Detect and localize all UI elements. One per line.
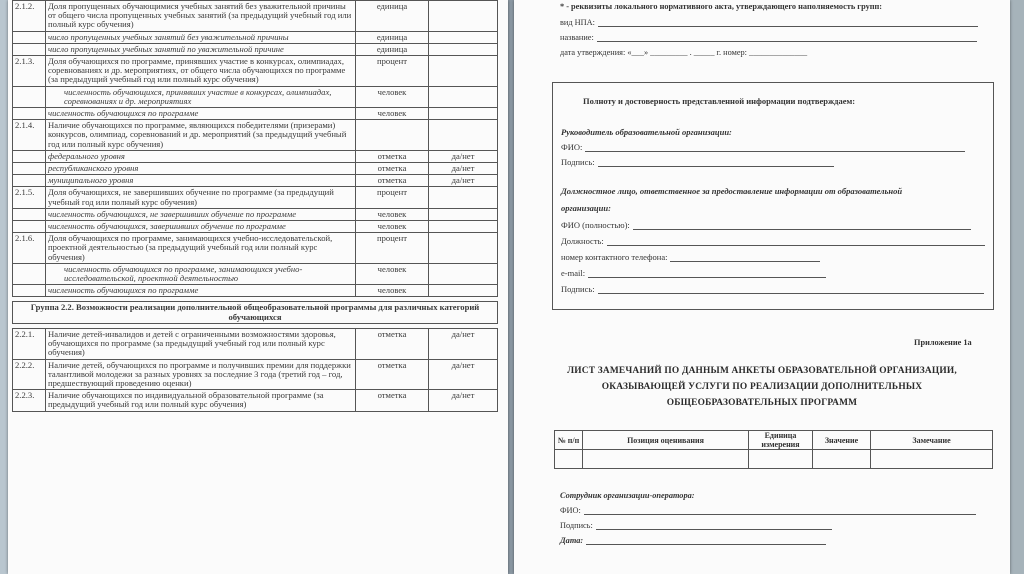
- npa-name-line: [560, 33, 977, 42]
- official-email-line: [561, 268, 826, 278]
- official-title-cont: организации:: [561, 203, 611, 213]
- criterion-subitem: число пропущенных учебных занятий без уважительной причины: [46, 31, 356, 43]
- group-2-2-title: Группа 2.2. Возможности реализации дополнительной общеобразовательной программы для различных категорий обучающихся: [13, 302, 498, 323]
- official-position-label: Должность:: [561, 236, 604, 246]
- remarks-header-row: [555, 431, 993, 450]
- criterion-unit: человек: [356, 285, 429, 297]
- confirm-title: Полноту и достоверность представленной информации подтверждаем:: [583, 96, 856, 106]
- operator-date-field[interactable]: [586, 536, 826, 545]
- criterion-number: [13, 208, 46, 220]
- remarks-empty-row[interactable]: [555, 450, 993, 469]
- sheet-title-line-2: ОКАЗЫВАЮЩЕЙ УСЛУГИ ПО РЕАЛИЗАЦИИ ДОПОЛНИТЕЛЬНЫХ: [601, 382, 923, 392]
- official-fio-line: [561, 220, 971, 230]
- operator-date-line: [560, 536, 826, 545]
- criterion-unit: человек: [356, 208, 429, 220]
- official-phone-line: [561, 252, 820, 262]
- remarks-header-position: Позиция оценивания: [583, 431, 749, 450]
- criteria-table: [12, 0, 498, 412]
- remarks-header-value: Значение: [813, 431, 871, 450]
- criterion-number: [13, 108, 46, 120]
- operator-signature-line: [560, 521, 832, 530]
- criterion-number: [13, 163, 46, 175]
- confirmation-box: [552, 82, 994, 310]
- npa-type-label: вид НПА:: [560, 18, 595, 27]
- table-row: [13, 1, 498, 32]
- operator-signature-label: Подпись:: [560, 521, 593, 530]
- criterion-number: 2.1.6.: [13, 233, 46, 264]
- head-title: Руководитель образовательной организации:: [561, 127, 732, 137]
- criterion-unit: отметка: [356, 390, 429, 411]
- criterion-text: Доля обучающихся, не завершивших обучение по программе (за предыдущий учебный год или полный курс обучения): [46, 187, 356, 208]
- criterion-value-cell[interactable]: [429, 86, 498, 107]
- criterion-unit: человек: [356, 263, 429, 284]
- criterion-value-cell[interactable]: да/нет: [429, 163, 498, 175]
- criterion-unit: отметка: [356, 175, 429, 187]
- appendix-label: Приложение 1а: [914, 338, 972, 347]
- criterion-subitem: численность обучающихся по программе, занимающихся учебно-исследовательской, проектной деятельностью: [46, 263, 356, 284]
- criterion-value-cell[interactable]: да/нет: [429, 328, 498, 359]
- criterion-text: Доля пропущенных обучающимися учебных занятий без уважительной причины от общего числа пропущенных учебных занятий (за предыдущий учебный год или полный курс обучения): [46, 1, 356, 32]
- operator-title: Сотрудник организации-оператора:: [560, 491, 695, 500]
- official-signature-field[interactable]: [598, 285, 984, 294]
- criterion-unit: процент: [356, 56, 429, 87]
- head-fio-label: ФИО:: [561, 142, 583, 152]
- criterion-subitem: численность обучающихся по программе: [46, 108, 356, 120]
- criterion-value-cell[interactable]: [429, 285, 498, 297]
- criterion-value-cell[interactable]: [429, 43, 498, 55]
- table-row: [13, 187, 498, 208]
- criterion-text: Наличие обучающихся по индивидуальной образовательной программе (за предыдущий учебный год или полный курс обучения): [46, 390, 356, 411]
- criterion-unit: человек: [356, 86, 429, 107]
- criterion-number: 2.2.3.: [13, 390, 46, 411]
- table-subrow: [13, 285, 498, 297]
- table-subrow: [13, 86, 498, 107]
- npa-type-line: [560, 18, 978, 27]
- official-email-label: e-mail:: [561, 268, 586, 278]
- official-fio-field[interactable]: [633, 221, 971, 230]
- criterion-text: Наличие детей, обучающихся по программе и получивших премии для поддержки талантливой молодежи за разных уровнях за последние 3 года (третий год – год, предшествующий проведению оценки): [46, 359, 356, 390]
- head-fio-line: [561, 142, 965, 152]
- criterion-unit: человек: [356, 221, 429, 233]
- criterion-unit: процент: [356, 187, 429, 208]
- sheet-title-line-1: ЛИСТ ЗАМЕЧАНИЙ ПО ДАННЫМ АНКЕТЫ ОБРАЗОВАТЕЛЬНОЙ ОРГАНИЗАЦИИ,: [567, 366, 957, 376]
- criterion-number: [13, 150, 46, 162]
- criterion-unit: [356, 120, 429, 151]
- criterion-subitem: число пропущенных учебных занятий по уважительной причине: [46, 43, 356, 55]
- operator-fio-label: ФИО:: [560, 506, 581, 515]
- criterion-number: 2.1.5.: [13, 187, 46, 208]
- criterion-value-cell[interactable]: да/нет: [429, 390, 498, 411]
- head-signature-label: Подпись:: [561, 157, 595, 167]
- official-email-field[interactable]: [588, 269, 826, 278]
- criterion-number: [13, 285, 46, 297]
- table-subrow: [13, 163, 498, 175]
- remarks-table: [554, 430, 993, 469]
- table-subrow: [13, 43, 498, 55]
- operator-date-label: Дата:: [560, 536, 584, 545]
- criterion-unit: единица: [356, 1, 429, 32]
- criterion-number: 2.1.3.: [13, 56, 46, 87]
- table-subrow: [13, 108, 498, 120]
- criterion-number: [13, 43, 46, 55]
- table-subrow: [13, 221, 498, 233]
- criterion-subitem: муниципального уровня: [46, 175, 356, 187]
- criterion-number: [13, 221, 46, 233]
- table-row: [13, 359, 498, 390]
- official-signature-label: Подпись:: [561, 284, 595, 294]
- official-position-field[interactable]: [607, 237, 985, 246]
- criterion-unit: отметка: [356, 150, 429, 162]
- criterion-number: 2.2.1.: [13, 328, 46, 359]
- criterion-subitem: численность обучающихся, завершивших обучение по программе: [46, 221, 356, 233]
- criterion-unit: отметка: [356, 359, 429, 390]
- criterion-number: [13, 175, 46, 187]
- official-phone-field[interactable]: [670, 253, 820, 262]
- criterion-unit: процент: [356, 233, 429, 264]
- criterion-value-cell[interactable]: [429, 1, 498, 32]
- criterion-value-cell[interactable]: [429, 208, 498, 220]
- document-page-right: [514, 0, 1010, 574]
- sheet-title-line-3: ОБЩЕОБРАЗОВАТЕЛЬНЫХ ПРОГРАММ: [666, 398, 858, 408]
- criterion-subitem: федерального уровня: [46, 150, 356, 162]
- criterion-value-cell[interactable]: [429, 56, 498, 87]
- footnote: * - реквизиты локального нормативного акта, утверждающего наполняемость групп:: [560, 2, 883, 11]
- official-phone-label: номер контактного телефона:: [561, 252, 668, 262]
- criterion-value-cell[interactable]: да/нет: [429, 175, 498, 187]
- criterion-value-cell[interactable]: да/нет: [429, 359, 498, 390]
- criterion-value-cell[interactable]: [429, 263, 498, 284]
- criterion-text: Доля обучающихся по программе, принявших участие в конкурсах, олимпиадах, соревнованиях и др. мероприятиях, от общего числа обучающихся по программе (за предыдущий учебный год или полный курс обучения): [46, 56, 356, 87]
- criterion-value-cell[interactable]: [429, 120, 498, 151]
- criterion-unit: отметка: [356, 163, 429, 175]
- criterion-number: 2.1.4.: [13, 120, 46, 151]
- criterion-subitem: республиканского уровня: [46, 163, 356, 175]
- criterion-text: Наличие обучающихся по программе, являющихся победителями (призерами) конкурсов, олимпиад, соревнований и др. мероприятий (за предыдущий учебный год или полный курс обучения): [46, 120, 356, 151]
- official-title: Должностное лицо, ответственное за предоставление информации от образовательной: [561, 186, 903, 196]
- criterion-unit: человек: [356, 108, 429, 120]
- head-signature-line: [561, 157, 834, 167]
- operator-fio-field[interactable]: [584, 506, 976, 515]
- npa-name-field[interactable]: [597, 33, 977, 42]
- official-position-line: [561, 236, 985, 246]
- criterion-subitem: численность обучающихся по программе: [46, 285, 356, 297]
- table-subrow: [13, 263, 498, 284]
- criterion-value-cell[interactable]: [429, 31, 498, 43]
- approval-date-line: дата утверждения: «___» _________ . _____ г. номер: ______________: [560, 48, 808, 57]
- criterion-value-cell[interactable]: [429, 233, 498, 264]
- table-subrow: [13, 175, 498, 187]
- table-subrow: [13, 31, 498, 43]
- criterion-unit: единица: [356, 31, 429, 43]
- head-fio-field[interactable]: [585, 143, 965, 152]
- criterion-number: 2.1.2.: [13, 1, 46, 32]
- remarks-header-unit: Единица измерения: [749, 431, 813, 450]
- criterion-value-cell[interactable]: [429, 187, 498, 208]
- table-row: [13, 56, 498, 87]
- operator-fio-line: [560, 506, 976, 515]
- criterion-text: Доля обучающихся по программе, занимающихся учебно-исследовательской, проектной деятельностью (за предыдущий учебный год или полный курс обучения): [46, 233, 356, 264]
- table-row: [13, 120, 498, 151]
- table-row: [13, 390, 498, 411]
- operator-signature-field[interactable]: [596, 521, 832, 530]
- npa-name-label: название:: [560, 33, 594, 42]
- table-subrow: [13, 208, 498, 220]
- criterion-value-cell[interactable]: [429, 108, 498, 120]
- table-subrow: [13, 150, 498, 162]
- npa-type-field[interactable]: [598, 18, 978, 27]
- criterion-subitem: численность обучающихся, не завершивших обучение по программе: [46, 208, 356, 220]
- criterion-unit: единица: [356, 43, 429, 55]
- criterion-subitem: численность обучающихся, принявших участие в конкурсах, олимпиадах, соревнованиях и др. мероприятиях: [46, 86, 356, 107]
- official-fio-label: ФИО (полностью):: [561, 220, 630, 230]
- remarks-header-num: № п/п: [555, 431, 583, 450]
- document-page-left: [8, 0, 508, 574]
- table-row: [13, 233, 498, 264]
- criterion-number: 2.2.2.: [13, 359, 46, 390]
- criterion-text: Наличие детей-инвалидов и детей с ограниченными возможностями здоровья, обучающихся по программе (за предыдущий учебный год или полный курс обучения): [46, 328, 356, 359]
- head-signature-field[interactable]: [598, 158, 834, 167]
- criterion-number: [13, 86, 46, 107]
- official-signature-line: [561, 284, 984, 294]
- criterion-value-cell[interactable]: да/нет: [429, 150, 498, 162]
- criterion-unit: отметка: [356, 328, 429, 359]
- criterion-number: [13, 31, 46, 43]
- criterion-number: [13, 263, 46, 284]
- table-row: [13, 328, 498, 359]
- remarks-header-remark: Замечание: [871, 431, 993, 450]
- criterion-value-cell[interactable]: [429, 221, 498, 233]
